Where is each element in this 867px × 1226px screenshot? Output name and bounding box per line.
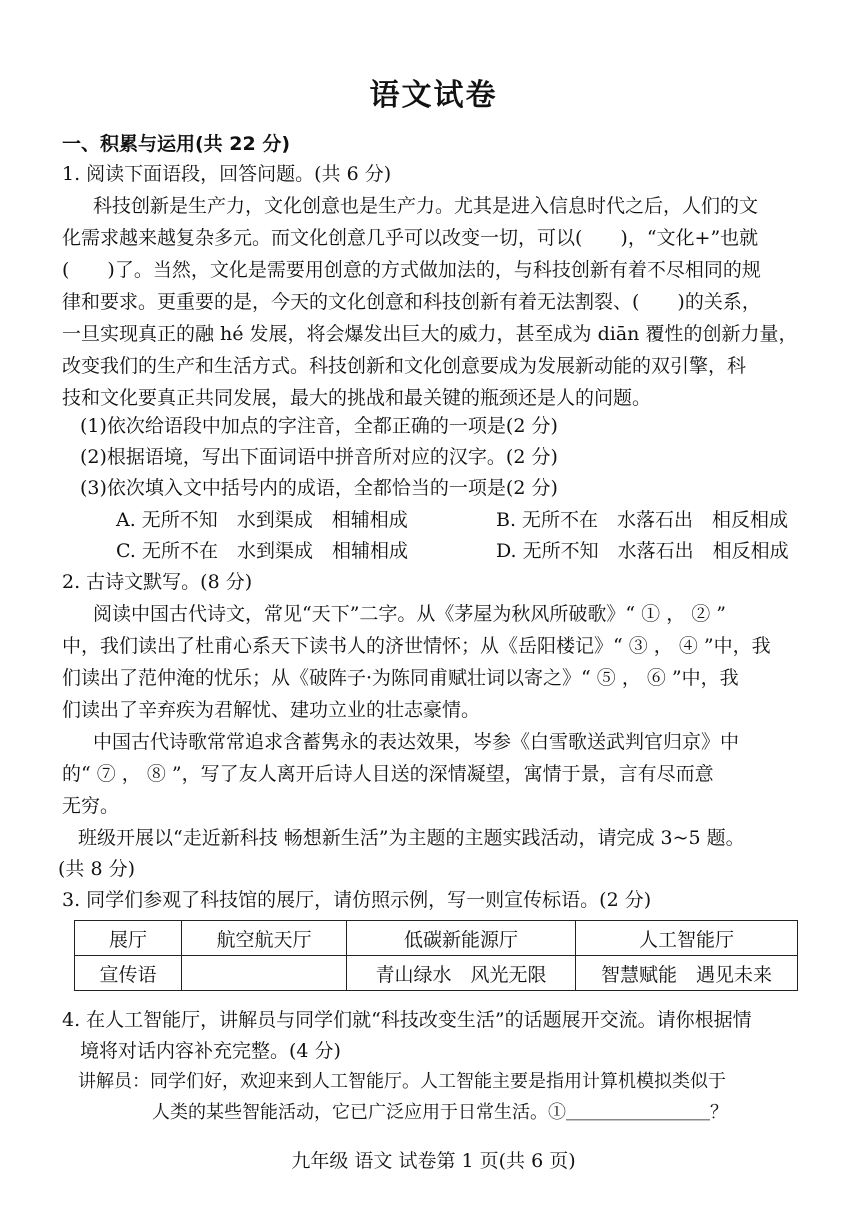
q1-para-line: 技和文化要真正共同发展，最大的挑战和最关键的瓶颈还是人的问题。 — [62, 387, 652, 409]
activity-intro: 班级开展以“走近新科技 畅想新生活”为主题的主题实践活动，请完成 3~5 题。 — [78, 827, 745, 849]
option-d: D. 无所不知 水落石出 相反相成 — [496, 540, 789, 562]
q1-para-line: 化需求越来越复杂多元。而文化创意几乎可以改变一切，可以( )，“文化+”也就 — [62, 227, 759, 249]
q2-para-line: 们读出了范仲淹的忧乐；从《破阵子·为陈同甫赋壮词以寄之》“ ⑤ ， ⑥ ”中，我 — [62, 667, 739, 689]
dialog-line: 讲解员：同学们好，欢迎来到人工智能厅。人工智能主要是指用计算机模拟类似于 — [78, 1071, 726, 1092]
q2-para-line: 中国古代诗歌常常追求含蓄隽永的表达效果，岑参《白雪歌送武判官归京》中 — [93, 731, 740, 753]
table-cell: 青山绿水 风光无限 — [347, 956, 576, 991]
option-c: C. 无所不在 水到渠成 相辅相成 — [116, 540, 408, 562]
table-cell: 智慧赋能 遇见未来 — [576, 956, 798, 991]
page-title: 语文试卷 — [369, 78, 498, 113]
q1-para-line: 科技创新是生产力，文化创意也是生产力。尤其是进入信息时代之后，人们的文 — [93, 195, 759, 217]
table-cell: 航空航天厅 — [182, 921, 347, 956]
answer-blank-cell[interactable] — [182, 956, 347, 991]
question-1-heading: 1. 阅读下面语段，回答问题。(共 6 分) — [62, 163, 392, 185]
table-cell: 人工智能厅 — [576, 921, 798, 956]
dialog-line: 人类的某些智能活动，它已广泛应用于日常生活。①＿＿＿＿＿＿＿＿？ — [152, 1102, 728, 1123]
question-4-heading-cont: 境将对话内容补充完整。(4 分) — [80, 1040, 341, 1062]
question-3-heading: 3. 同学们参观了科技馆的展厅，请仿照示例，写一则宣传标语。(2 分) — [62, 889, 652, 911]
question-4-heading: 4. 在人工智能厅，讲解员与同学们就“科技改变生活”的话题展开交流。请你根据情 — [62, 1009, 752, 1031]
q2-para-line: 们读出了辛弃疾为君解忧、建功立业的壮志豪情。 — [62, 699, 481, 721]
q1-para-line: ( )了。当然，文化是需要用创意的方式做加法的，与科技创新有着不尽相同的规 — [62, 259, 761, 281]
table-cell: 低碳新能源厅 — [347, 921, 576, 956]
q1-subquestion-2: (2)根据语境，写出下面词语中拼音所对应的汉字。(2 分) — [80, 446, 558, 468]
q1-para-line: 改变我们的生产和生活方式。科技创新和文化创意要成为发展新动能的双引擎，科 — [62, 355, 747, 377]
section-heading: 一、积累与运用(共 22 分) — [62, 133, 291, 155]
table-row — [75, 921, 798, 956]
activity-intro-points: (共 8 分) — [58, 858, 135, 880]
page-footer: 九年级 语文 试卷第 1 页(共 6 页) — [291, 1150, 576, 1172]
q2-para-line: 中，我们读出了杜甫心系天下读书人的济世情怀；从《岳阳楼记》“ ③ ， ④ ”中，我 — [62, 635, 771, 657]
q1-para-line: 一旦实现真正的融 hé 发展，将会爆发出巨大的威力，甚至成为 diān 覆性的创新力量， — [62, 323, 798, 345]
table-row — [75, 956, 798, 991]
q1-subquestion-3: (3)依次填入文中括号内的成语，全都恰当的一项是(2 分) — [80, 477, 558, 499]
q1-subquestion-1: (1)依次给语段中加点的字注音，全都正确的一项是(2 分) — [80, 415, 558, 437]
table-cell: 展厅 — [75, 921, 182, 956]
option-b: B. 无所不在 水落石出 相反相成 — [496, 509, 789, 531]
table-cell: 宣传语 — [75, 956, 182, 991]
question-2-heading: 2. 古诗文默写。(8 分) — [62, 571, 253, 593]
q2-para-line: 阅读中国古代诗文，常见“天下”二字。从《茅屋为秋风所破歌》“ ① ， ② ” — [93, 603, 727, 625]
q2-para-line: 的“ ⑦ ， ⑧ ”，写了友人离开后诗人目送的深情凝望，寓情于景，言有尽而意 — [62, 763, 714, 785]
option-a: A. 无所不知 水到渠成 相辅相成 — [116, 509, 408, 531]
q1-para-line: 律和要求。更重要的是，今天的文化创意和科技创新有着无法割裂、( )的关系， — [62, 291, 761, 313]
q2-para-line: 无穷。 — [62, 795, 120, 817]
slogan-table — [74, 920, 798, 991]
